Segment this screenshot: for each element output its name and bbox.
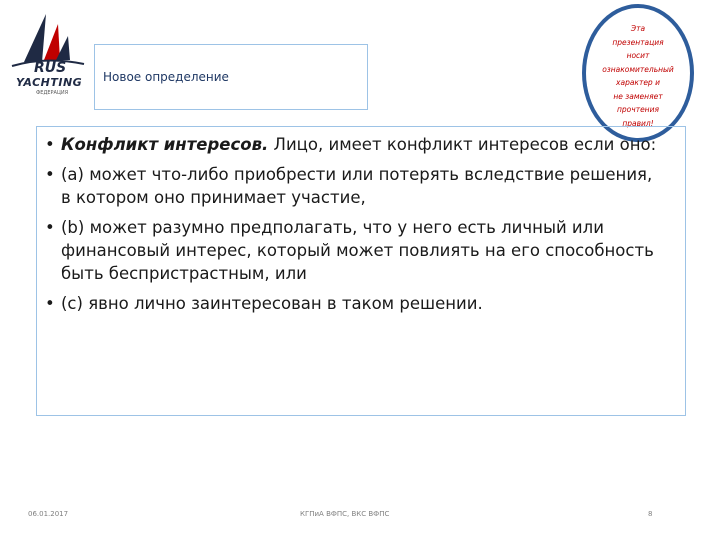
- disclaimer-line: не заменяет: [613, 91, 663, 101]
- disclaimer-badge: [582, 4, 694, 142]
- disclaimer-line: ознакомительный: [602, 64, 674, 74]
- bullet-item: [43, 216, 665, 285]
- footer-center: КГПиА ВФПС, ВКС ВФПС: [300, 510, 390, 518]
- logo-sub: YACHTING: [16, 76, 83, 89]
- bullet-item: [43, 133, 665, 156]
- disclaimer-text: [598, 22, 678, 130]
- definition-term: Конфликт интересов.: [61, 135, 269, 154]
- disclaimer-badge-inner: [586, 8, 690, 138]
- bullet-item: [43, 163, 665, 209]
- title-box: [94, 44, 368, 110]
- disclaimer-line: носит: [626, 51, 650, 60]
- bullet-list: [43, 133, 665, 322]
- disclaimer-line: Эта: [630, 24, 646, 33]
- bullet-dot-icon: •: [45, 135, 55, 154]
- bullet-dot-icon: •: [45, 165, 55, 184]
- bullet-text: (a) может что-либо приобрести или потерять вследствие решения, в котором оно принимает участие,: [61, 165, 653, 207]
- definition-text: Лицо, имеет конфликт интересов если оно:: [268, 135, 657, 154]
- content-box: [36, 126, 686, 416]
- footer-page-number: 8: [648, 510, 653, 518]
- rus-yachting-logo: [6, 10, 90, 96]
- bullet-dot-icon: •: [45, 294, 55, 313]
- bullet-item: [43, 292, 665, 315]
- bullet-text: (c) явно лично заинтересован в таком решении.: [61, 294, 483, 313]
- bullet-dot-icon: •: [45, 218, 55, 237]
- disclaimer-line: характер и: [616, 78, 660, 87]
- footer-date: 06.01.2017: [28, 510, 69, 518]
- disclaimer-line: прочтения: [617, 105, 659, 114]
- logo-brand: RUS: [34, 60, 67, 76]
- logo-tagline: ФЕДЕРАЦИЯ: [36, 90, 69, 96]
- bullet-text: (b) может разумно предполагать, что у него есть личный или финансовый интерес, который может повлиять на его способность быть беспристрастным, или: [61, 218, 654, 283]
- disclaimer-line: правил!: [622, 118, 654, 128]
- slide-title: Новое определение: [103, 70, 229, 84]
- disclaimer-line: презентация: [612, 37, 664, 47]
